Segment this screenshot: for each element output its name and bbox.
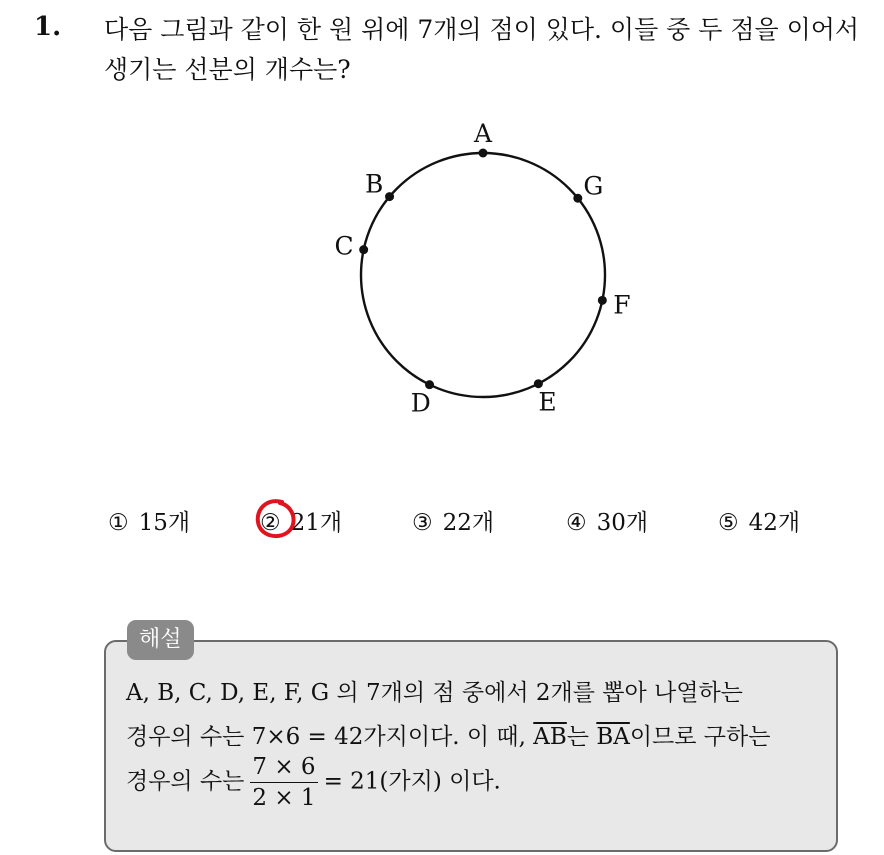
choice-text: 30개 [596, 510, 649, 536]
answer-choices [108, 504, 848, 544]
question-number: 1. [34, 12, 62, 42]
choice-text: 21개 [290, 510, 343, 536]
point-g [573, 194, 582, 203]
segment-ba: $\overline{BA}$ [596, 724, 630, 750]
point-label-b: B [365, 169, 384, 199]
choice-text: 42개 [748, 510, 801, 536]
choice-1[interactable] [108, 504, 190, 537]
question-text: 다음 그림과 같이 한 원 위에 7개의 점이 있다. 이들 중 두 점을 이어서 생기는 선분의 개수는? [104, 15, 860, 84]
choice-marker: ④ [566, 510, 587, 536]
circle [361, 153, 605, 397]
text: 경우의 수는 7×6 = 42가지이다. 이 때, [126, 724, 534, 750]
fraction-numerator: 7 × 6 [250, 754, 317, 783]
fraction [250, 754, 317, 811]
text: = 21(가지) 이다. [323, 768, 501, 795]
choice-5[interactable] [718, 504, 800, 537]
point-label-f: F [613, 290, 631, 320]
point-b [385, 192, 394, 201]
segment-ab: $\overline{AB}$ [533, 724, 567, 750]
answer-circle-mark [252, 494, 300, 544]
choice-marker: ③ [412, 510, 433, 536]
point-label-c: C [334, 231, 354, 261]
choice-4[interactable] [566, 504, 648, 537]
choice-marker: ⑤ [718, 510, 739, 536]
solution-line-3 [126, 754, 501, 811]
fraction-denominator: 2 × 1 [252, 785, 316, 811]
text: 이므로 구하는 [629, 724, 771, 750]
choice-text: 22개 [442, 510, 495, 536]
point-label-e: E [538, 387, 557, 417]
choice-marker: ② [260, 510, 281, 536]
point-c [359, 245, 368, 254]
point-a [479, 149, 488, 158]
solution-line-2 [126, 718, 770, 751]
text: 는 [566, 724, 597, 750]
choice-text: 15개 [138, 510, 191, 536]
point-label-a: A [473, 119, 493, 148]
point-label-d: D [410, 388, 431, 418]
point-label-g: G [583, 171, 604, 201]
text: 경우의 수는 [126, 768, 245, 795]
choice-marker: ① [108, 510, 129, 536]
choice-3[interactable] [412, 504, 494, 537]
solution-tag: 해설 [127, 620, 194, 660]
solution-line-1: A, B, C, D, E, F, G 의 7개의 점 중에서 2개를 뽑아 나열하는 [126, 680, 743, 706]
point-f [598, 296, 607, 305]
circle-figure [320, 112, 650, 422]
